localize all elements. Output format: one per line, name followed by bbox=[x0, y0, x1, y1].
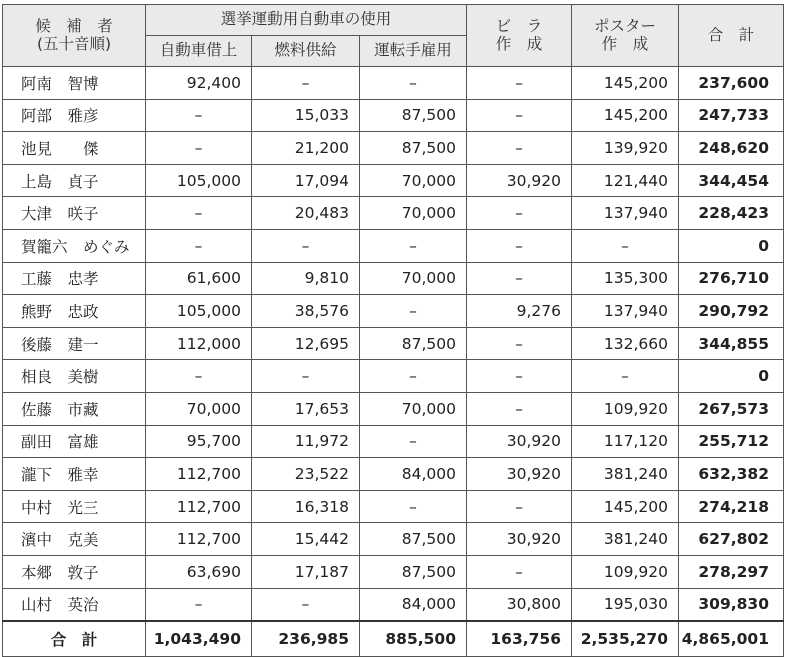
table-row bbox=[3, 490, 784, 523]
table-row bbox=[3, 295, 784, 328]
cell-bill: 30,800 bbox=[467, 588, 572, 621]
cell-name: 工藤 忠孝 bbox=[3, 262, 146, 295]
header-driver: 運転手雇用 bbox=[360, 36, 467, 67]
cell-name: 濱中 克美 bbox=[3, 523, 146, 556]
cell-name: 副田 富雄 bbox=[3, 425, 146, 458]
cell-total: 255,712 bbox=[679, 425, 784, 458]
header-poster-line2: 作 成 bbox=[601, 34, 649, 53]
cell-fuel: 16,318 bbox=[252, 490, 360, 523]
cell-bill: – bbox=[467, 490, 572, 523]
cell-poster: 195,030 bbox=[572, 588, 679, 621]
table-row bbox=[3, 588, 784, 621]
cell-fuel: 15,442 bbox=[252, 523, 360, 556]
cell-driver: 87,500 bbox=[360, 555, 467, 588]
cell-driver: – bbox=[360, 67, 467, 100]
table-row bbox=[3, 392, 784, 425]
cell-name: 本郷 敦子 bbox=[3, 555, 146, 588]
cell-driver: – bbox=[360, 425, 467, 458]
cell-vehicle-rental: 112,700 bbox=[146, 490, 252, 523]
cell-name: 中村 光三 bbox=[3, 490, 146, 523]
cell-fuel: – bbox=[252, 360, 360, 393]
header-candidate-line2: (五十音順) bbox=[36, 34, 112, 53]
cell-vehicle-rental: 61,600 bbox=[146, 262, 252, 295]
cell-poster: 109,920 bbox=[572, 392, 679, 425]
cell-vehicle-rental: – bbox=[146, 197, 252, 230]
footer-label: 合 計 bbox=[3, 621, 146, 657]
header-vehicle-group: 選挙運動用自動車の使用 bbox=[146, 5, 467, 36]
table-row bbox=[3, 425, 784, 458]
table-row bbox=[3, 555, 784, 588]
cell-total: 632,382 bbox=[679, 458, 784, 491]
cell-poster: 137,940 bbox=[572, 295, 679, 328]
cell-fuel: 9,810 bbox=[252, 262, 360, 295]
header-total: 合 計 bbox=[679, 5, 784, 67]
cell-total: 344,855 bbox=[679, 327, 784, 360]
cell-bill: – bbox=[467, 262, 572, 295]
cell-bill: – bbox=[467, 67, 572, 100]
cell-bill: 30,920 bbox=[467, 164, 572, 197]
cell-total: 248,620 bbox=[679, 132, 784, 165]
cell-vehicle-rental: 92,400 bbox=[146, 67, 252, 100]
cell-total: 247,733 bbox=[679, 99, 784, 132]
cell-vehicle-rental: – bbox=[146, 360, 252, 393]
footer-poster: 2,535,270 bbox=[572, 621, 679, 657]
cell-total: 267,573 bbox=[679, 392, 784, 425]
cell-vehicle-rental: 112,700 bbox=[146, 523, 252, 556]
header-vehicle-rental: 自動車借上 bbox=[146, 36, 252, 67]
cell-vehicle-rental: 105,000 bbox=[146, 295, 252, 328]
table-row bbox=[3, 458, 784, 491]
cell-bill: – bbox=[467, 229, 572, 262]
table-row bbox=[3, 132, 784, 165]
cell-driver: 70,000 bbox=[360, 164, 467, 197]
cell-driver: – bbox=[360, 490, 467, 523]
cell-driver: 70,000 bbox=[360, 392, 467, 425]
cell-driver: 87,500 bbox=[360, 99, 467, 132]
cell-fuel: – bbox=[252, 229, 360, 262]
cell-poster: 121,440 bbox=[572, 164, 679, 197]
cell-fuel: 20,483 bbox=[252, 197, 360, 230]
table-body bbox=[3, 67, 784, 622]
cell-driver: 84,000 bbox=[360, 588, 467, 621]
cell-poster: 381,240 bbox=[572, 458, 679, 491]
cell-poster: 139,920 bbox=[572, 132, 679, 165]
table-row bbox=[3, 99, 784, 132]
cell-bill: – bbox=[467, 132, 572, 165]
cell-name: 後藤 建一 bbox=[3, 327, 146, 360]
cell-name: 山村 英治 bbox=[3, 588, 146, 621]
table-row bbox=[3, 262, 784, 295]
cell-vehicle-rental: 95,700 bbox=[146, 425, 252, 458]
cell-name: 熊野 忠政 bbox=[3, 295, 146, 328]
expense-table bbox=[2, 4, 784, 657]
header-fuel: 燃料供給 bbox=[252, 36, 360, 67]
cell-fuel: 17,653 bbox=[252, 392, 360, 425]
cell-fuel: 11,972 bbox=[252, 425, 360, 458]
cell-vehicle-rental: – bbox=[146, 99, 252, 132]
cell-total: 237,600 bbox=[679, 67, 784, 100]
cell-driver: 70,000 bbox=[360, 262, 467, 295]
cell-vehicle-rental: 70,000 bbox=[146, 392, 252, 425]
cell-total: 0 bbox=[679, 229, 784, 262]
cell-bill: – bbox=[467, 99, 572, 132]
cell-vehicle-rental: 63,690 bbox=[146, 555, 252, 588]
table-row bbox=[3, 523, 784, 556]
cell-poster: 137,940 bbox=[572, 197, 679, 230]
table-row bbox=[3, 327, 784, 360]
cell-fuel: 17,187 bbox=[252, 555, 360, 588]
cell-name: 相良 美樹 bbox=[3, 360, 146, 393]
cell-driver: – bbox=[360, 295, 467, 328]
cell-poster: 145,200 bbox=[572, 67, 679, 100]
header-poster-line1: ポスター bbox=[593, 16, 656, 35]
cell-poster: 135,300 bbox=[572, 262, 679, 295]
footer-total: 4,865,001 bbox=[679, 621, 784, 657]
cell-poster: 117,120 bbox=[572, 425, 679, 458]
cell-vehicle-rental: – bbox=[146, 588, 252, 621]
cell-poster: – bbox=[572, 229, 679, 262]
cell-name: 賀籠六 めぐみ bbox=[3, 229, 146, 262]
cell-total: 309,830 bbox=[679, 588, 784, 621]
cell-name: 瀧下 雅幸 bbox=[3, 458, 146, 491]
header-bill bbox=[467, 5, 572, 67]
cell-driver: 70,000 bbox=[360, 197, 467, 230]
header-candidate bbox=[3, 5, 146, 67]
cell-total: 627,802 bbox=[679, 523, 784, 556]
cell-fuel: – bbox=[252, 67, 360, 100]
table-row bbox=[3, 360, 784, 393]
cell-bill: – bbox=[467, 327, 572, 360]
header-poster bbox=[572, 5, 679, 67]
cell-bill: 30,920 bbox=[467, 523, 572, 556]
cell-vehicle-rental: – bbox=[146, 132, 252, 165]
cell-name: 佐藤 市藏 bbox=[3, 392, 146, 425]
cell-vehicle-rental: 105,000 bbox=[146, 164, 252, 197]
cell-fuel: 17,094 bbox=[252, 164, 360, 197]
cell-fuel: 15,033 bbox=[252, 99, 360, 132]
cell-poster: 381,240 bbox=[572, 523, 679, 556]
cell-fuel: – bbox=[252, 588, 360, 621]
cell-name: 阿南 智博 bbox=[3, 67, 146, 100]
cell-driver: 84,000 bbox=[360, 458, 467, 491]
cell-bill: 30,920 bbox=[467, 425, 572, 458]
footer-fuel: 236,985 bbox=[252, 621, 360, 657]
cell-fuel: 12,695 bbox=[252, 327, 360, 360]
cell-total: 276,710 bbox=[679, 262, 784, 295]
cell-vehicle-rental: – bbox=[146, 229, 252, 262]
cell-fuel: 21,200 bbox=[252, 132, 360, 165]
cell-poster: – bbox=[572, 360, 679, 393]
cell-name: 大津 咲子 bbox=[3, 197, 146, 230]
cell-name: 池見 傑 bbox=[3, 132, 146, 165]
footer-rental: 1,043,490 bbox=[146, 621, 252, 657]
cell-name: 阿部 雅彦 bbox=[3, 99, 146, 132]
cell-bill: – bbox=[467, 555, 572, 588]
cell-total: 274,218 bbox=[679, 490, 784, 523]
cell-vehicle-rental: 112,700 bbox=[146, 458, 252, 491]
cell-poster: 109,920 bbox=[572, 555, 679, 588]
cell-total: 290,792 bbox=[679, 295, 784, 328]
cell-name: 上島 貞子 bbox=[3, 164, 146, 197]
cell-total: 228,423 bbox=[679, 197, 784, 230]
cell-fuel: 38,576 bbox=[252, 295, 360, 328]
cell-vehicle-rental: 112,000 bbox=[146, 327, 252, 360]
cell-total: 344,454 bbox=[679, 164, 784, 197]
cell-poster: 132,660 bbox=[572, 327, 679, 360]
table-row bbox=[3, 164, 784, 197]
cell-total: 0 bbox=[679, 360, 784, 393]
cell-bill: – bbox=[467, 197, 572, 230]
footer-bill: 163,756 bbox=[467, 621, 572, 657]
header-bill-line2: 作 成 bbox=[495, 34, 543, 53]
cell-bill: – bbox=[467, 360, 572, 393]
header-candidate-line1: 候 補 者 bbox=[35, 16, 113, 35]
cell-driver: 87,500 bbox=[360, 132, 467, 165]
table-row bbox=[3, 67, 784, 100]
cell-poster: 145,200 bbox=[572, 99, 679, 132]
cell-bill: 9,276 bbox=[467, 295, 572, 328]
footer-driver: 885,500 bbox=[360, 621, 467, 657]
header-bill-line1: ビ ラ bbox=[495, 16, 543, 35]
cell-driver: – bbox=[360, 360, 467, 393]
footer-total-row bbox=[3, 621, 784, 657]
table-row bbox=[3, 229, 784, 262]
cell-driver: – bbox=[360, 229, 467, 262]
cell-driver: 87,500 bbox=[360, 523, 467, 556]
cell-driver: 87,500 bbox=[360, 327, 467, 360]
cell-bill: – bbox=[467, 392, 572, 425]
cell-bill: 30,920 bbox=[467, 458, 572, 491]
table-row bbox=[3, 197, 784, 230]
cell-total: 278,297 bbox=[679, 555, 784, 588]
cell-fuel: 23,522 bbox=[252, 458, 360, 491]
cell-poster: 145,200 bbox=[572, 490, 679, 523]
